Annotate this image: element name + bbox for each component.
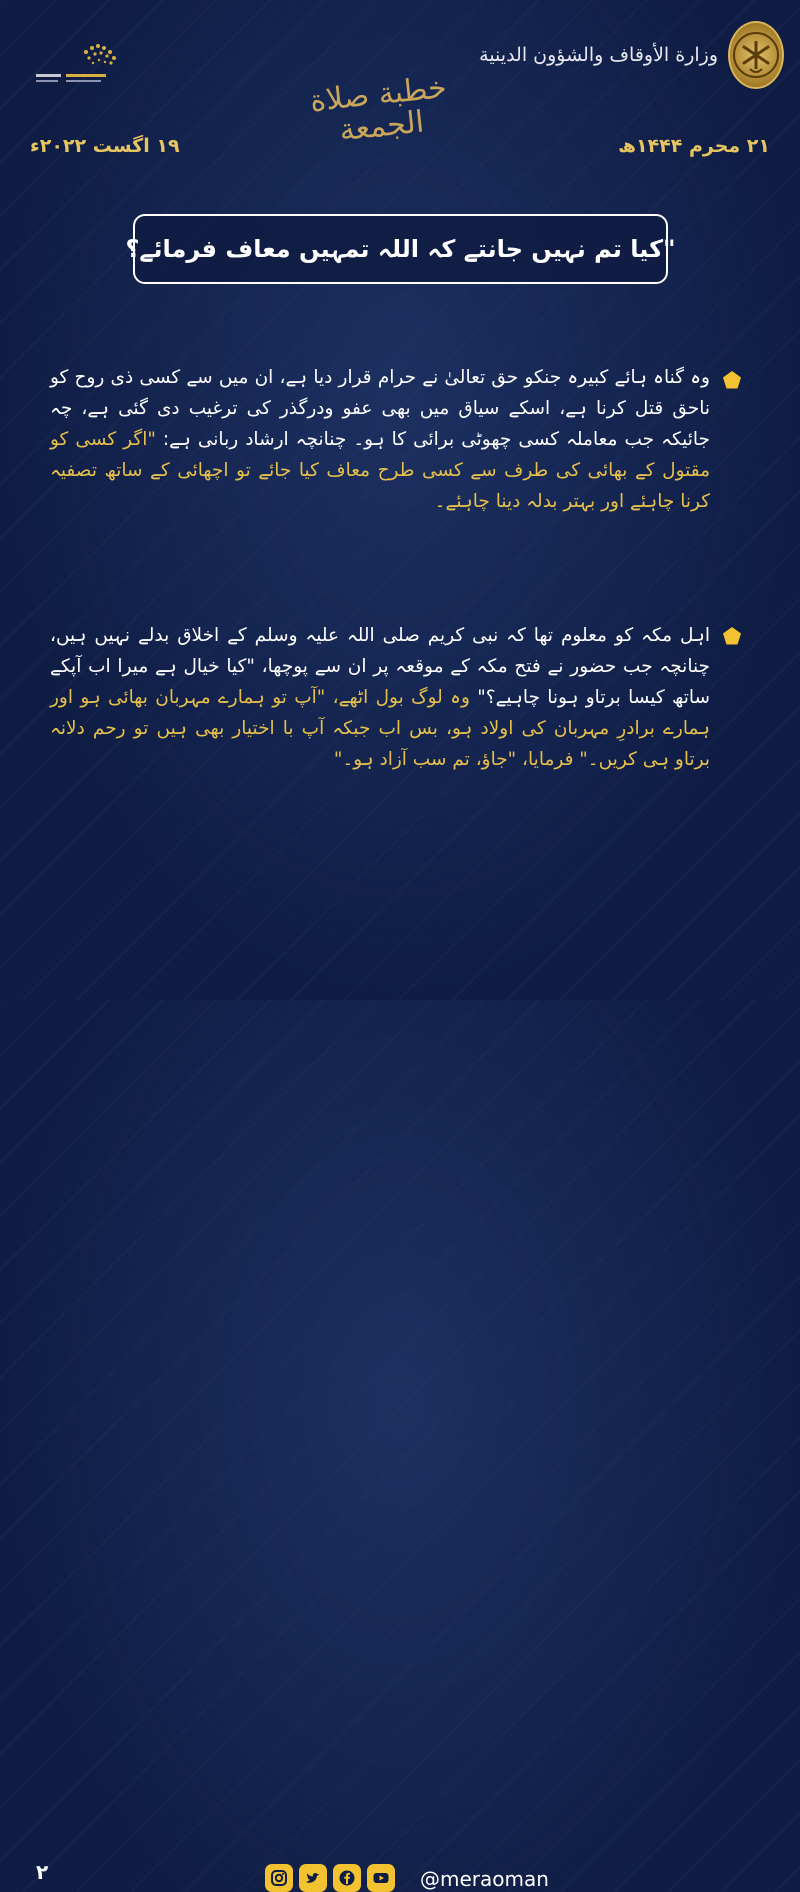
twitter-icon[interactable] bbox=[299, 1864, 327, 1892]
paragraph-1-quote: "اگر کسی کو مقتول کے بھائی کی طرف سے کسی طرح معاف کیا جائے تو اچھائی کے ساتھ تصفیہ کرنا چاہئے اور بہتر بدلہ دینا چاہئے۔ bbox=[50, 429, 710, 512]
friday-sermon-calligraphy: خطبة صلاة الجمعة bbox=[308, 69, 449, 148]
social-links bbox=[265, 1864, 395, 1892]
paragraph-1-body: وہ گناہ ہائے کبیرہ جنکو حق تعالیٰ نے حرام قرار دیا ہے، ان میں سے کسی ذی روح کو ناحق قتل کرنا ہے، اسکے سیاق میں بھی عفو ودرگذر کی ترغیب دی گئی ہے، چہ جائیکہ جب معاملہ کسی چھوٹی برائی کا ہو۔ چنانچہ ارشاد ربانی ہے: bbox=[50, 367, 710, 450]
sermon-title-box bbox=[125, 214, 676, 284]
paragraph-2-quote: وہ لوگ بول اٹھے، "آپ تو ہمارے مہربان بھائی ہو اور ہمارے برادرِ مہربان کی اولاد ہو، بس اب جبکہ آپ با اختیار بھی ہیں تو رحم دلانہ برتاو ہی کریں۔" فرمایا، "جاؤ، تم سب آزاد ہو۔" bbox=[50, 687, 710, 770]
paragraph-2 bbox=[50, 620, 710, 775]
gregorian-date: ۱۹ اگست ۲۰۲۲ء bbox=[30, 135, 180, 157]
bullet-icon bbox=[722, 626, 742, 646]
ministry-name: وزارة الأوقاف والشؤون الدينية bbox=[479, 44, 718, 66]
ministry-emblem-icon bbox=[728, 21, 784, 89]
instagram-icon[interactable] bbox=[265, 1864, 293, 1892]
social-handle[interactable]: @meraoman bbox=[420, 1867, 549, 1891]
hijri-date: ۲۱ محرم ۱۴۴۴ھ bbox=[618, 135, 770, 157]
sermon-title: "کیا تم نہیں جانتے کہ اللہ تمہیں معاف فرمائے؟ bbox=[125, 235, 676, 263]
youtube-icon[interactable] bbox=[367, 1864, 395, 1892]
oman-vision-logo bbox=[16, 30, 131, 90]
ministry-logo bbox=[479, 20, 784, 90]
footer bbox=[0, 910, 800, 1891]
page-number: ۲ bbox=[36, 1860, 49, 1884]
header bbox=[0, 0, 800, 200]
paragraph-2-body: اہل مکہ کو معلوم تھا کہ نبی کریم صلی اللہ علیہ وسلم کے اخلاق بدلے نہیں ہیں، چنانچہ جب حضور نے فتح مکہ کے موقعہ پر ان سے پوچھا، "کیا خیال ہے میرا اب آپکے ساتھ کیسا برتاو ہونا چاہیے؟" bbox=[50, 625, 710, 708]
paragraph-1 bbox=[50, 362, 710, 517]
bullet-icon bbox=[722, 370, 742, 390]
facebook-icon[interactable] bbox=[333, 1864, 361, 1892]
